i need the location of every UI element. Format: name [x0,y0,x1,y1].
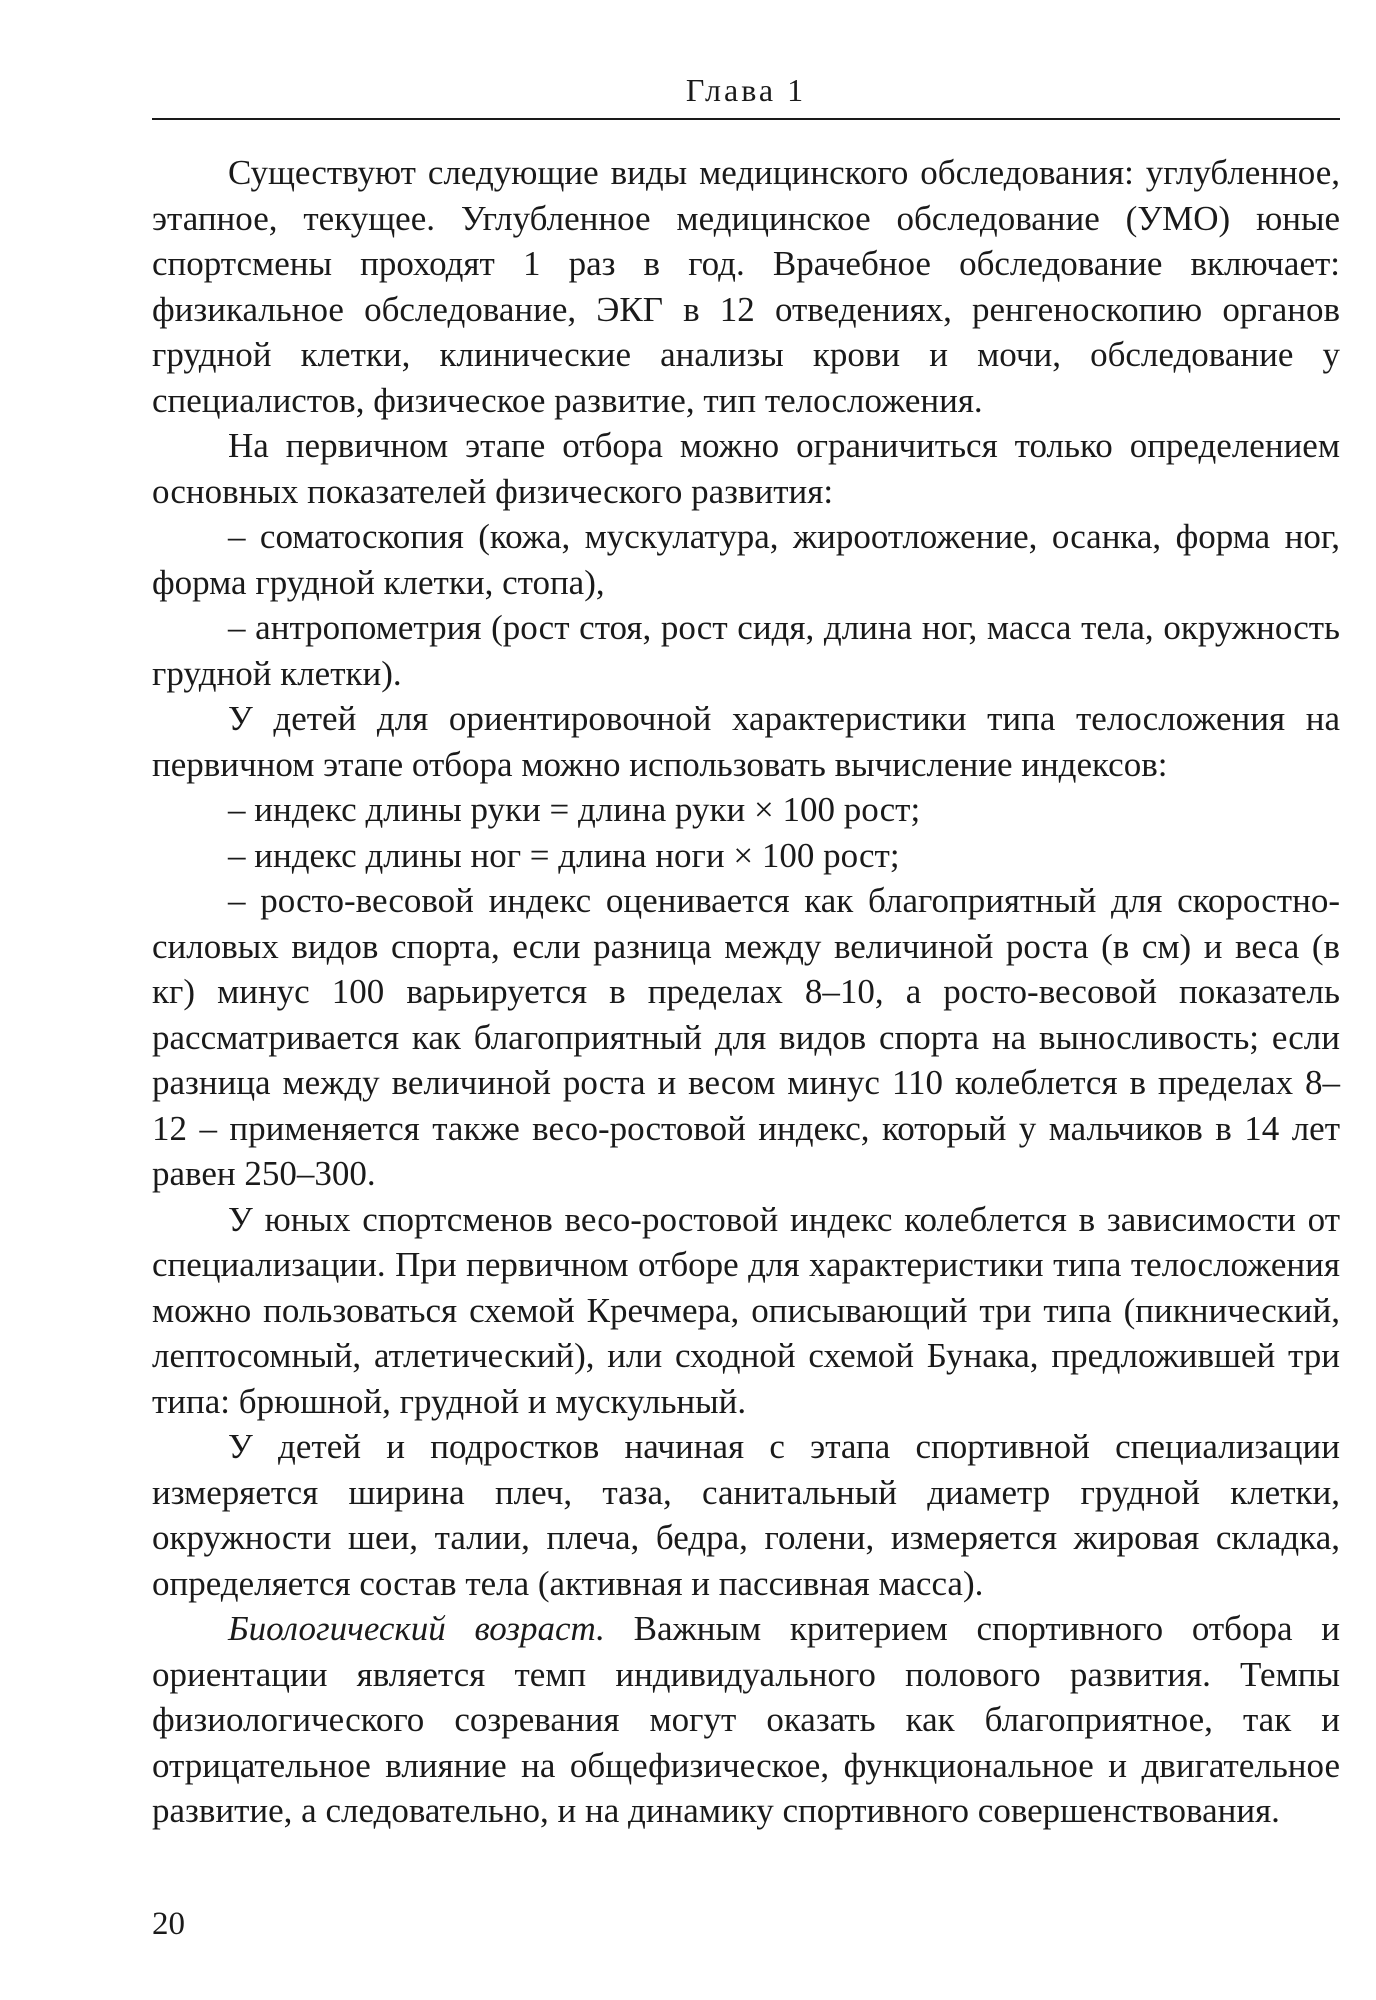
paragraph-biological-age [152,1606,1340,1834]
biological-age-text: Важным критерием спортивного отбора и ориентации является темп индивидуального полового развития. Темпы физиологического созревания могут оказать как благоприятное, так и отрицательное влияние на общефизическое, функциональное и двигательное развитие, а следовательно, и на динамику спортивного совершенствования. [152,1609,1340,1830]
paragraph-body-type-schemes: У юных спортсменов весо-ростовой индекс колеблется в зависимости от специализации. При первичном отборе для характеристики типа телосложения можно пользоваться схемой Кречмера, описывающий три типа (пикнический, лептосомный, атлетический), или сходной схемой Бунака, предложившей три типа: брюшной, грудной и мускульный. [152,1199,1340,1421]
paragraph-indices-intro: У детей для ориентировочной характеристики типа телосложения на первичном этапе отбора можно использовать вычисление индексов: [152,699,1340,784]
running-head-title: Глава 1 [685,72,807,108]
header-rule [152,118,1340,120]
paragraph-medical-exam: Существуют следующие виды медицинского обследования: углубленное, этапное, текущее. Углубленное медицинское обследование (УМО) юные спортсмены проходят 1 раз в год. Врачебное обследование включает: физикальное обследование, ЭКГ в 12 отведениях, ренгеноскопию органов грудной клетки, клинические анализы крови и мочи, обследование у специалистов, физическое развитие, тип телосложения. [152,153,1340,420]
list-item-somatoscopy: – соматоскопия (кожа, мускулатура, жироотложение, осанка, форма ног, форма грудной клетки, стопа), [152,517,1340,602]
paragraph-primary-selection: На первичном этапе отбора можно ограничиться только определением основных показателей физического развития: [152,426,1340,511]
list-item-height-weight-index: – росто-весовой индекс оценивается как благоприятный для скоростно-силовых видов спорта, если разница между величиной роста (в см) и веса (в кг) минус 100 варьируется в пределах 8–10, а росто-весовой показатель рассматривается как благоприятный для видов спорта на выносливость; если разница между величиной роста и весом минус 110 колеблется в пределах 8–12 – применяется также весо-ростовой индекс, который у мальчиков в 14 лет равен 250–300. [152,881,1340,1193]
paragraph-specialization-measurements: У детей и подростков начиная с этапа спортивной специализации измеряется ширина плеч, таза, санитальный диаметр грудной клетки, окружности шеи, талии, плеча, бедра, голени, измеряется жировая складка, определяется состав тела (активная и пассивная масса). [152,1427,1340,1603]
list-item-anthropometry: – антропометрия (рост стоя, рост сидя, длина ног, масса тела, окружность грудной клетки). [152,608,1340,693]
term-biological-age: Биологический возраст. [228,1609,605,1648]
body-text [152,150,1340,1834]
list-item-arm-index: – индекс длины руки = длина руки × 100 рост; [228,790,921,829]
list-item-leg-index: – индекс длины ног = длина ноги × 100 рост; [228,835,900,875]
page-number: 20 [152,1906,185,1942]
